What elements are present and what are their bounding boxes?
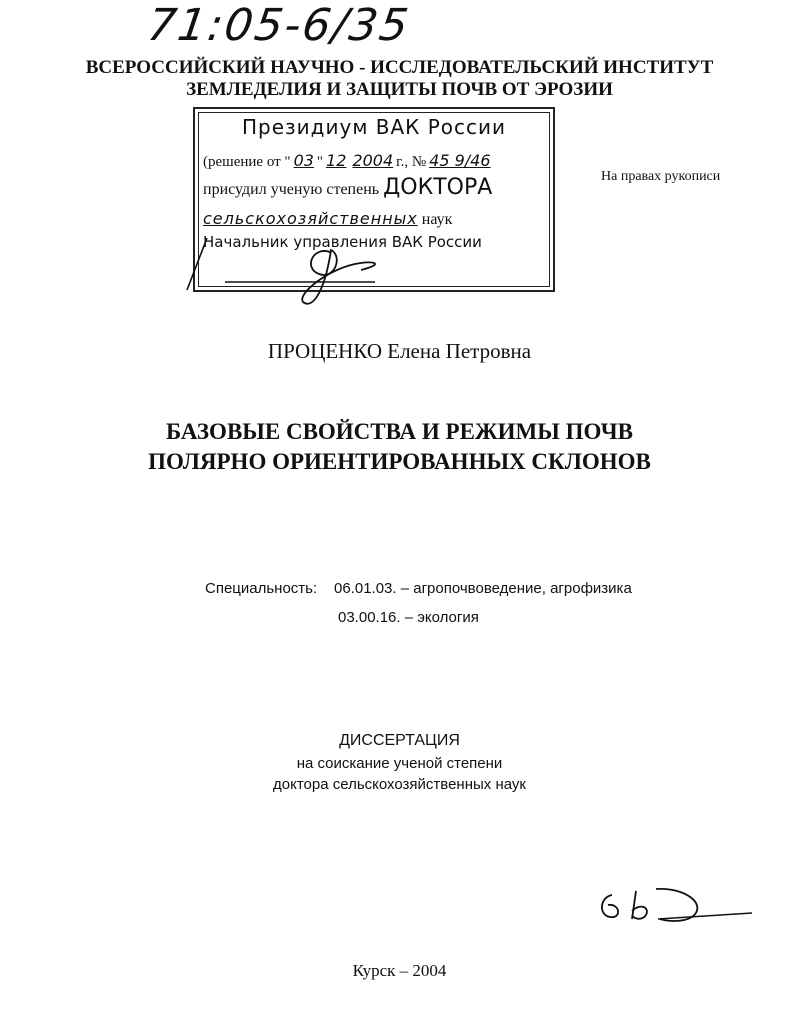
decision-quote: " [316, 154, 324, 170]
author-name: ПРОЦЕНКО Елена Петровна [267, 339, 532, 363]
decision-number: 45 9/46 [429, 151, 491, 170]
dissertation-degree-line: на соискание ученой степени [296, 755, 503, 772]
archive-code: 71:05-6/35 [144, 0, 414, 51]
stamp-head-line: Начальник управления ВАК России [203, 233, 482, 251]
degree-label: ДОКТОРА [383, 175, 493, 200]
stamp-signature-icon [185, 220, 405, 310]
decision-month: 12 [326, 151, 347, 170]
institute-name-line-1: ВСЕРОССИЙСКИЙ НАУЧНО - ИССЛЕДОВАТЕЛЬСКИЙ ИНСТИТУТ [85, 57, 714, 78]
author-signature-icon [596, 885, 756, 935]
specialty-line-1: 06.01.03. – агропочвоведение, агрофизика [334, 580, 632, 597]
dissertation-title-line-1: БАЗОВЫЕ СВОЙСТВА И РЕЖИМЫ ПОЧВ [165, 419, 634, 444]
institute-name-line-2: ЗЕМЛЕДЕЛИЯ И ЗАЩИТЫ ПОЧВ ОТ ЭРОЗИИ [186, 79, 613, 100]
dissertation-title-line-2: ПОЛЯРНО ОРИЕНТИРОВАННЫХ СКЛОНОВ [148, 449, 651, 474]
specialty-line-2: 03.00.16. – экология [338, 609, 479, 626]
award-prefix: присудил ученую степень [203, 181, 380, 198]
dissertation-label: ДИССЕРТАЦИЯ [339, 732, 460, 749]
rights-note: На правах рукописи [601, 169, 721, 184]
decision-year-suffix: г., № [396, 154, 427, 170]
decision-day: 03 [293, 151, 314, 170]
dissertation-field-line: доктора сельскохозяйственных наук [273, 776, 526, 793]
stamp-title: Президиум ВАК России [241, 115, 507, 139]
place-and-year: Курск – 2004 [352, 961, 447, 980]
science-field: сельскохозяйственных [203, 209, 418, 228]
stamp-award-line [203, 175, 492, 200]
specialty-label: Специальность: [205, 580, 318, 597]
stamp-decision-line [203, 151, 494, 171]
decision-year: 2004 [352, 151, 394, 170]
decision-prefix: (решение от " [203, 154, 291, 170]
science-suffix: наук [421, 211, 453, 228]
